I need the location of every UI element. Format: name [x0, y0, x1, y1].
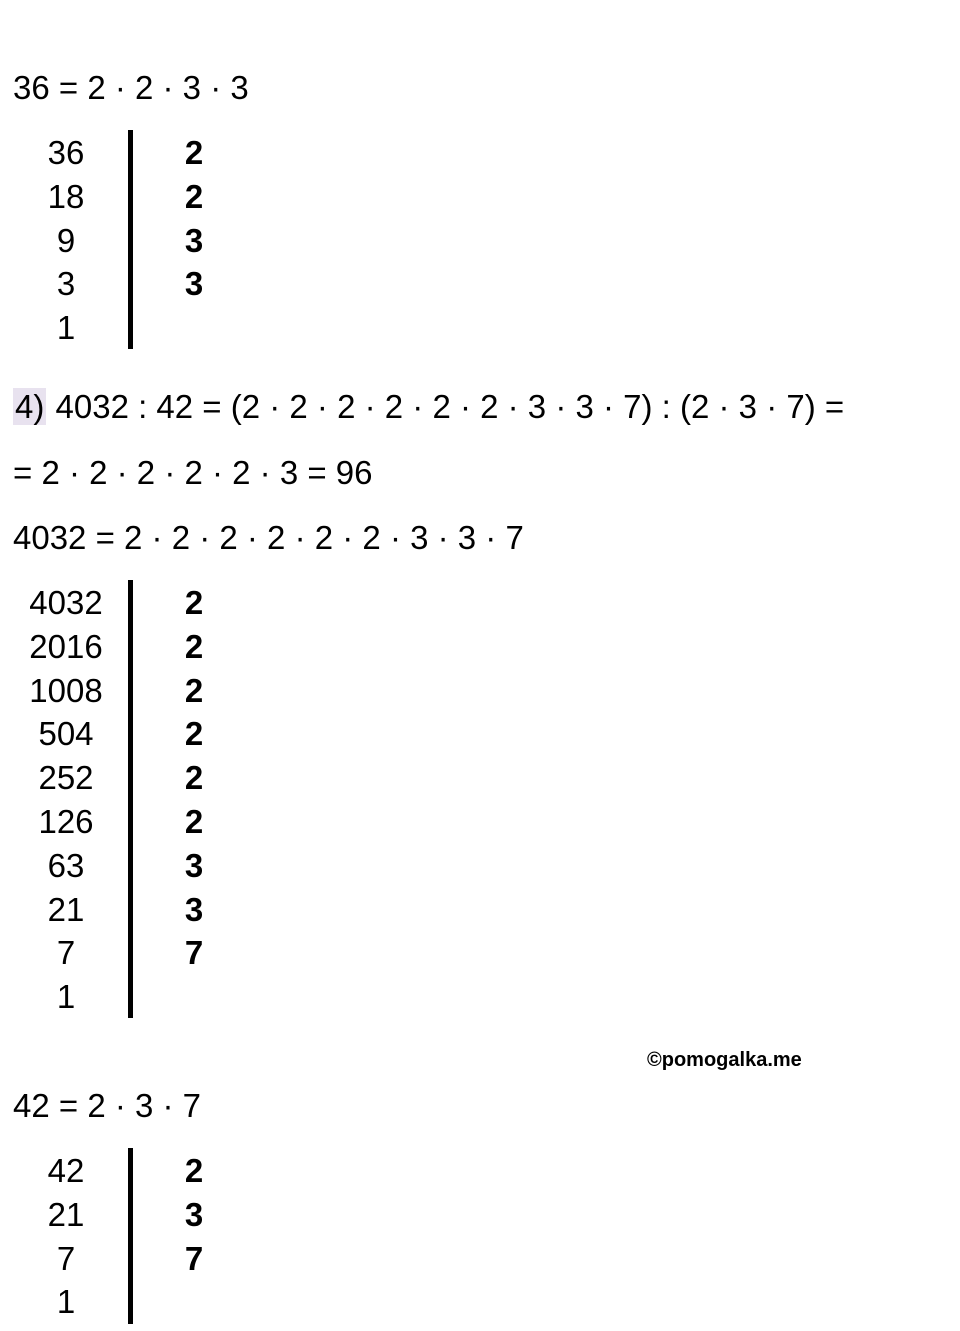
dividend-value: 504	[38, 715, 94, 753]
prime-divisor: 3	[184, 265, 204, 303]
prime-divisor: 3	[184, 1195, 204, 1233]
problem-4-expression: 4032 : 42 = (2 · 2 · 2 · 2 · 2 · 2 · 3 · 3 · 7) : (2 · 3 · 7) =	[46, 388, 845, 425]
dividend-value: 252	[38, 759, 94, 797]
prime-divisor: 3	[184, 846, 204, 884]
prime-divisor: 2	[184, 715, 204, 753]
dividend-value: 1	[56, 978, 76, 1016]
problem-number: 4)	[15, 388, 45, 425]
prime-divisor: 2	[184, 759, 204, 797]
prime-divisor: 2	[184, 803, 204, 840]
prime-divisor: 3	[184, 890, 204, 928]
prime-divisor: 3	[184, 221, 204, 259]
dividend-value: 126	[38, 803, 94, 840]
dividend-value: 3	[56, 265, 76, 303]
factor-table-36	[0, 130, 240, 350]
dividend-value: 21	[47, 1195, 85, 1233]
prime-divisor: 2	[184, 177, 204, 215]
dividend-value: 9	[56, 221, 76, 259]
dividend-value: 1	[56, 1283, 76, 1321]
dividend-value: 1008	[29, 671, 103, 709]
factor-table-4032	[0, 580, 240, 1020]
equation-42: 42 = 2 · 3 · 7	[13, 1087, 202, 1124]
dividend-value: 7	[56, 1239, 76, 1277]
equation-4032: 4032 = 2 · 2 · 2 · 2 · 2 · 2 · 3 · 3 · 7	[13, 519, 524, 556]
equation-36: 36 = 2 · 2 · 3 · 3	[13, 69, 249, 106]
problem-4-line-2: = 2 · 2 · 2 · 2 · 2 · 3 = 96	[13, 454, 373, 491]
dividend-value: 2016	[29, 627, 103, 665]
problem-4-line-1	[13, 387, 844, 427]
prime-divisor: 2	[184, 671, 204, 709]
prime-divisor: 7	[184, 1239, 204, 1277]
prime-divisor: 2	[184, 1152, 204, 1189]
prime-divisor: 2	[184, 584, 204, 621]
dividend-value: 7	[56, 934, 76, 972]
dividend-value: 21	[47, 890, 85, 928]
dividend-value: 36	[47, 134, 85, 171]
factor-table-42	[0, 1148, 240, 1328]
dividend-value: 63	[47, 846, 85, 884]
prime-divisor: 2	[184, 627, 204, 665]
dividend-value: 4032	[29, 584, 103, 621]
dividend-value: 18	[47, 177, 85, 215]
prime-divisor: 2	[184, 134, 204, 171]
dividend-value: 1	[56, 309, 76, 347]
watermark: ©pomogalka.me	[647, 1049, 802, 1071]
dividend-value: 42	[47, 1152, 85, 1189]
prime-divisor: 7	[184, 934, 204, 972]
